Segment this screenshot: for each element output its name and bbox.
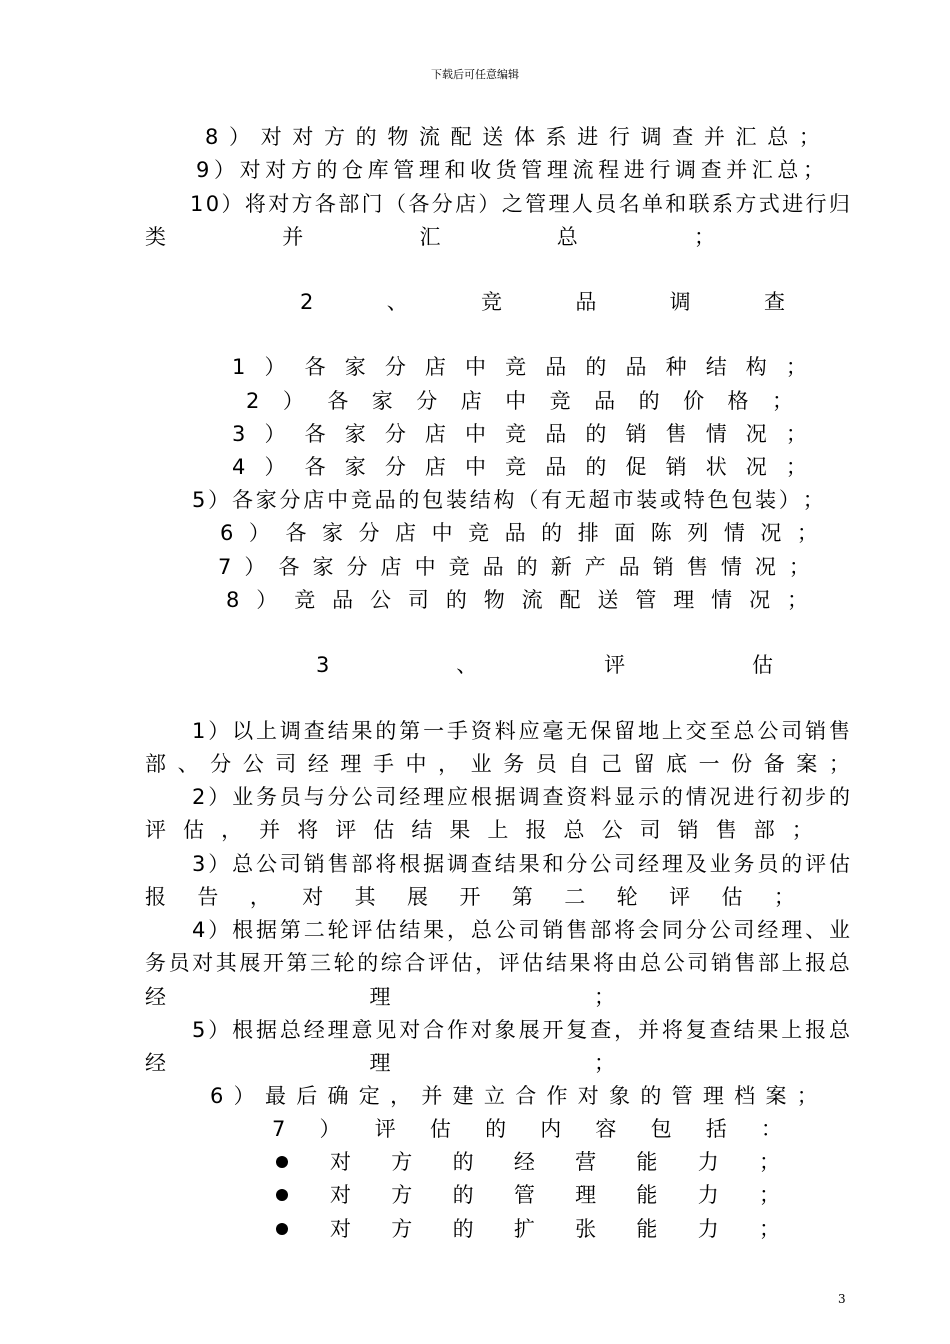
text-line: 7 ） 评 估 的 内 容 包 括 ： xyxy=(272,1117,782,1141)
text-line: 2 、 竞 品 调 查 xyxy=(300,290,785,314)
text-line: 对 方 的 经 营 能 力 ； xyxy=(330,1150,780,1174)
bullet-icon xyxy=(276,1189,288,1201)
text-line: 类 并 汇 总 ； xyxy=(145,225,715,249)
text-line: 3 、 评 估 xyxy=(316,653,773,677)
text-line: 7 ） 各 家 分 店 中 竞 品 的 新 产 品 销 售 情 况 ； xyxy=(218,555,810,579)
bullet-icon xyxy=(276,1156,288,1168)
text-line: 评 估 ， 并 将 评 估 结 果 上 报 总 公 司 销 售 部 ； xyxy=(145,818,813,842)
text-line: 5 ） 各 家 分 店 中 竞 品 的 包 装 结 构 （ 有 无 超 市 装 或 特 色 包 装 ） ； xyxy=(192,488,824,512)
text-line: 8 ） 竞 品 公 司 的 物 流 配 送 管 理 情 况 ； xyxy=(226,588,808,612)
text-line: 1 ） 以 上 调 查 结 果 的 第 一 手 资 料 应 毫 无 保 留 地 上 交 至 总 公 司 销 售 xyxy=(192,719,850,743)
text-line: 4 ） 根 据 第 二 轮 评 估 结 果 ， 总 公 司 销 售 部 将 会 同 分 公 司 经 理 、 业 xyxy=(192,918,850,942)
text-line: 6 ） 最 后 确 定 ， 并 建 立 合 作 对 象 的 管 理 档 案 ； xyxy=(210,1084,818,1108)
text-line: 务 员 对 其 展 开 第 三 轮 的 综 合 评 估 ， 评 估 结 果 将 由 总 公 司 销 售 部 上 报 总 xyxy=(145,951,850,975)
text-line: 6 ） 各 家 分 店 中 竞 品 的 排 面 陈 列 情 况 ； xyxy=(220,521,818,545)
text-line: 报 告 ， 对 其 展 开 第 二 轮 评 估 ； xyxy=(145,885,795,909)
text-line: 3 ） 各 家 分 店 中 竞 品 的 销 售 情 况 ； xyxy=(232,422,807,446)
page-header: 下载后可任意编辑 xyxy=(431,68,519,81)
text-line: 部 、 分 公 司 经 理 手 中 ， 业 务 员 自 己 留 底 一 份 备 案 ； xyxy=(145,752,850,776)
text-line: 2 ） 业 务 员 与 分 公 司 经 理 应 根 据 调 查 资 料 显 示 的 情 况 进 行 初 步 的 xyxy=(192,785,850,809)
text-line: 2 ） 各 家 分 店 中 竞 品 的 价 格 ； xyxy=(246,389,793,413)
text-line: 1 ） 各 家 分 店 中 竞 品 的 品 种 结 构 ； xyxy=(232,355,807,379)
text-line: 1 0 ） 将 对 方 各 部 门 （ 各 分 店 ） 之 管 理 人 员 名 单 和 联 系 方 式 进 行 归 xyxy=(190,192,850,216)
text-line: 3 ） 总 公 司 销 售 部 将 根 据 调 查 结 果 和 分 公 司 经 理 及 业 务 员 的 评 估 xyxy=(192,852,850,876)
text-line: 5 ） 根 据 总 经 理 意 见 对 合 作 对 象 展 开 复 查 ， 并 将 复 查 结 果 上 报 总 xyxy=(192,1018,850,1042)
text-line: 经 理 ； xyxy=(145,985,615,1009)
text-line: 4 ） 各 家 分 店 中 竞 品 的 促 销 状 况 ； xyxy=(232,455,807,479)
page-number: 3 xyxy=(838,1292,846,1306)
bullet-icon xyxy=(276,1223,288,1235)
text-line: 对 方 的 扩 张 能 力 ； xyxy=(330,1217,780,1241)
text-line: 经 理 ； xyxy=(145,1051,615,1075)
text-line: 9 ） 对 对 方 的 仓 库 管 理 和 收 货 管 理 流 程 进 行 调 查 并 汇 总 ； xyxy=(196,158,824,182)
text-line: 对 方 的 管 理 能 力 ； xyxy=(330,1183,780,1207)
text-line: 8 ） 对 对 方 的 物 流 配 送 体 系 进 行 调 查 并 汇 总 ； xyxy=(205,125,820,149)
